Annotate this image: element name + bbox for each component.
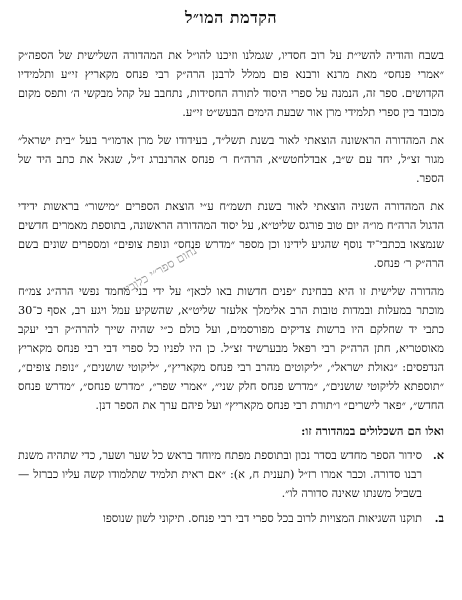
list-item-text: תוקנו השגיאות המצויות לרוב בכל ספרי דבי רבי פנחס. תיקוני לשון שנוספו [102, 512, 422, 525]
paragraph-3: את המהדורה השניה הוצאתי לאור בשנת תשמ״ח ע״י הוצאת הספרים ״מישור״ בראשות ידידי הדגול הרה״ח מו״ה יום טוב פורגס שליט״א, על יסוד המהדורה הראשונה, בתוספת מאמרים חדשים שנמצאו בכתבי־יד נוסף שהגיע לידינו וכן מספר ״מדרש פנחס״ ונופת צופים״ ומספרים שונים בשם הרה״ק ר׳ פנחס. [18, 200, 444, 270]
list-item-marker: א. [432, 448, 444, 462]
library-stamp: נחום ספר״י כלוביוי [118, 243, 200, 299]
list-item-marker: ב. [434, 511, 444, 525]
list-item [18, 446, 444, 503]
paragraph-4: מהדורה שלישית זו היא בבחינת ״פנים חדשות באו לכאן״ על ידי בני מחמד נפשי הרה״ג צמ״ח מוכתר במעלות ובמדות טובות הרב אלימלך אלעזר שליט״א, שהשקיע עמל ויגע רב, אסף כ־30 כתבי יד שחלקם היו ברשות צדיקים מפורסמים, ועל כולם כ״י שהיה שייך להרה״ק רבי יעקב מאוסטריא, חתן הרה״ק רבי רפאל מבערשיד זצ״ל. כן היו לפניו כל ספרי דבי רבי פנחס מקאריץ הנדפסים: ״גאולת ישראל״, ״ליקוטים מהרב רבי פנחס מקאריץ״, ״ליקוטי שושנים״, ״נופת צופים״, ״תוספתא לליקוטי שושנים״, ״מדרש פנחס חלק שני״, ״אמרי שפר״, ״מדרש פנחס״, ״מדרש פנחס החדש״, ״פאר לישרים״ ו״תורת רבי פנחס מקאריץ״ ועל פיהם ערך את הספר דנן. [18, 285, 444, 412]
list-heading: ואלו הם השכלולים במהדורה זו: [301, 424, 444, 438]
list-item-text: סידור הספר מחדש בסדר נכון ובתוספת מפתח מיוחד בראש כל שער ושער, כדי שתהיה משנת רבנו סדורה. וכבר אמרו רז״ל (תענית ח, א): ״אם ראית תלמיד שתלמודו קשה עליו כברזל — בשביל משנתו שאינה סדורה לו״. [18, 449, 422, 500]
page-title: הקדמת המו״ל [184, 8, 278, 27]
document-page [18, 0, 444, 600]
list-item [18, 509, 444, 528]
paragraph-2: את המהדורה הראשונה הוצאתי לאור בשנת תשל״ד, בעידודו של מרן אדמו״ר בעל ״בית ישראל״ מגור זצ״ל, יחד עם ש״ב, אבדלחטש״א, הרה״ח ר׳ פנחס אהרנברג ז״ל, שגאל את כתב היד של הספר. [18, 134, 444, 185]
paragraph-1: בשבח והודיה להשי״ת על רוב חסדיו, שגמלנו וזיכנו להו״ל את המהדורה השלישית של הספה״ק ״אמרי פנחס״ מאת מרנא ורבנא פום ממלל לרבנן הרה״ק רבי פנחס מקאריץ זי״ע ותלמידיו הקדושים. ספר זה, הנמנה על ספרי היסוד לתורה החסידות, נתחבב על קהל מבקשי ה׳ ותפס מקום מכובד בין ספרי תלמידי מרן אור שבעת הימים הבעש״ט זי״ע. [18, 49, 444, 119]
